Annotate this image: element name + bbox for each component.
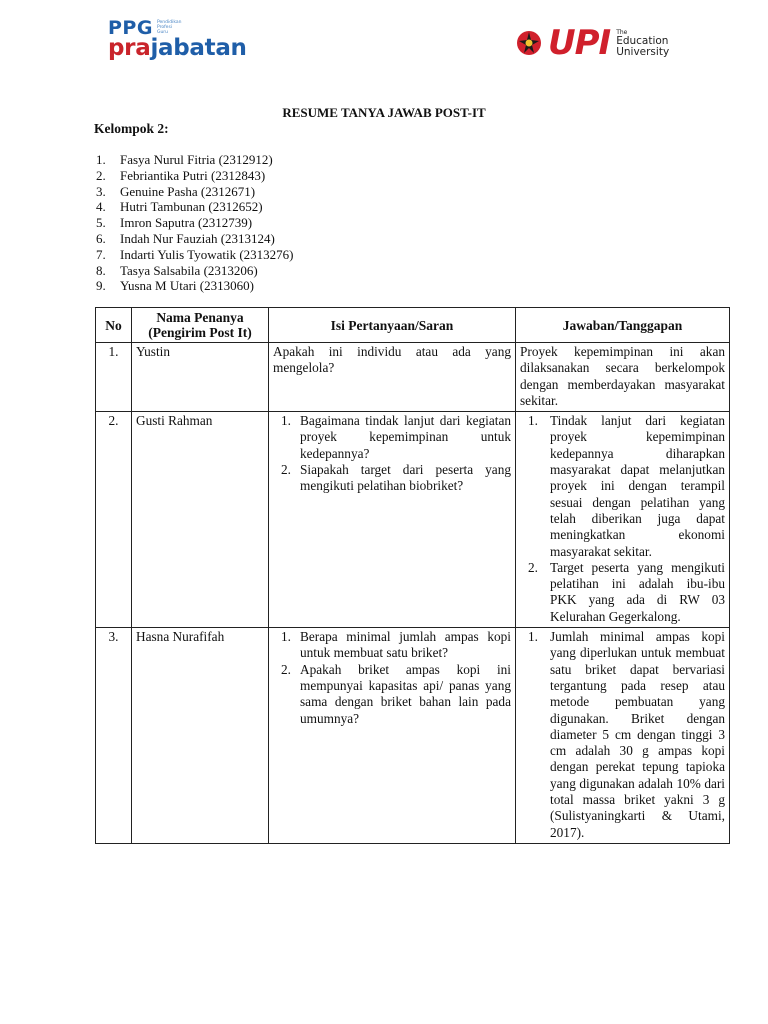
header-no: No: [96, 308, 132, 343]
member-item: 6. Indah Nur Fauziah (2313124): [96, 230, 275, 246]
page-header: [0, 0, 768, 80]
qa-table: [95, 307, 730, 844]
answer-item: 1. Tindak lanjut dari kegiatan proyek kepemimpinan kedepannya diharapkan masyarakat dapat melanjutkan proyek ini dengan terampil sesuai dengan pelatihan yang telah diberikan juga dapat meningkatkan ekonomi masyarakat sekitar.: [528, 413, 725, 559]
header-answer: Jawaban/Tanggapan: [516, 308, 730, 343]
header-question: Isi Pertanyaan/Saran: [269, 308, 516, 343]
member-list: [96, 152, 294, 294]
member-item: 3. Genuine Pasha (2312671): [96, 183, 256, 199]
upi-logo-tagline: The Education University: [616, 28, 670, 58]
upi-logo-word: UPI: [548, 23, 611, 63]
ppg-prajabatan-logo: [108, 18, 247, 60]
answer-list-cell: [516, 628, 730, 844]
ppg-logo-subtext: Pendidikan Profesi Guru: [156, 20, 182, 35]
ppg-logo-prajabatan: prajabatan: [108, 35, 247, 61]
row-number: 2.: [96, 412, 132, 628]
member-item: 9. Yusna M Utari (2313060): [96, 278, 254, 294]
upi-logo: [514, 23, 670, 63]
header-name: Nama Penanya (Pengirim Post It): [132, 308, 269, 343]
question-text: Apakah ini individu atau ada yang mengelola?: [269, 343, 516, 412]
member-item: 7. Indarti Yulis Tyowatik (2313276): [96, 246, 294, 262]
row-number: 1.: [96, 343, 132, 412]
row-number: 3.: [96, 628, 132, 844]
answer-list: [520, 413, 725, 625]
table-row: [96, 628, 730, 844]
document-title: RESUME TANYA JAWAB POST-IT: [282, 105, 486, 120]
member-item: 2. Febriantika Putri (2312843): [96, 167, 266, 183]
question-item: 1. Berapa minimal jumlah ampas kopi untuk membuat satu briket?: [281, 629, 511, 661]
table-row: [96, 343, 730, 412]
member-item: 5. Imron Saputra (2312739): [96, 215, 253, 231]
asker-name: Yustin: [132, 343, 269, 412]
question-item: 2. Siapakah target dari peserta yang mengikuti pelatihan biobriket?: [281, 462, 511, 494]
question-list-cell: [269, 628, 516, 844]
answer-item: 1. Jumlah minimal ampas kopi yang diperlukan untuk membuat satu briket dapat bervariasi tergantung pada resep atau metode pembuatan yang digunakan. Briket dengan diameter 5 cm dengan tinggi 3 cm adalah 30 g ampas kopi dengan perekat tepung tapioka yang digunakan adalah 10% dari total massa briket yakni 3 g (Sulistyaningkarti & Utami, 2017).: [528, 629, 725, 840]
table-row: [96, 412, 730, 628]
member-item: 4. Hutri Tambunan (2312652): [96, 199, 263, 215]
question-item: 2. Apakah briket ampas kopi ini mempunyai kapasitas api/ panas yang sama dengan briket bahan lain pada umumnya?: [281, 661, 511, 726]
member-item: 8. Tasya Salsabila (2313206): [96, 262, 258, 278]
asker-name: Gusti Rahman: [132, 412, 269, 628]
question-item: 1. Bagaimana tindak lanjut dari kegiatan proyek kepemimpinan untuk kedepannya?: [281, 413, 511, 461]
answer-text: Proyek kepemimpinan ini akan dilaksanakan secara berkelompok dengan memberdayakan masyarakat sekitar.: [516, 343, 730, 412]
upi-emblem-icon: [514, 28, 544, 58]
member-item: 1. Fasya Nurul Fitria (2312912): [96, 152, 273, 167]
question-list-cell: [269, 412, 516, 628]
answer-list: [520, 629, 725, 841]
question-list: [273, 629, 511, 727]
answer-list-cell: [516, 412, 730, 628]
answer-item: 2. Target peserta yang mengikuti pelatihan ini adalah ibu-ibu PKK yang ada di RW 03 Kelurahan Gegerkalong.: [528, 559, 725, 624]
asker-name: Hasna Nurafifah: [132, 628, 269, 844]
group-label: Kelompok 2:: [94, 121, 169, 136]
table-header-row: [96, 308, 730, 343]
question-list: [273, 413, 511, 494]
ppg-logo-word: PPG: [108, 17, 153, 39]
